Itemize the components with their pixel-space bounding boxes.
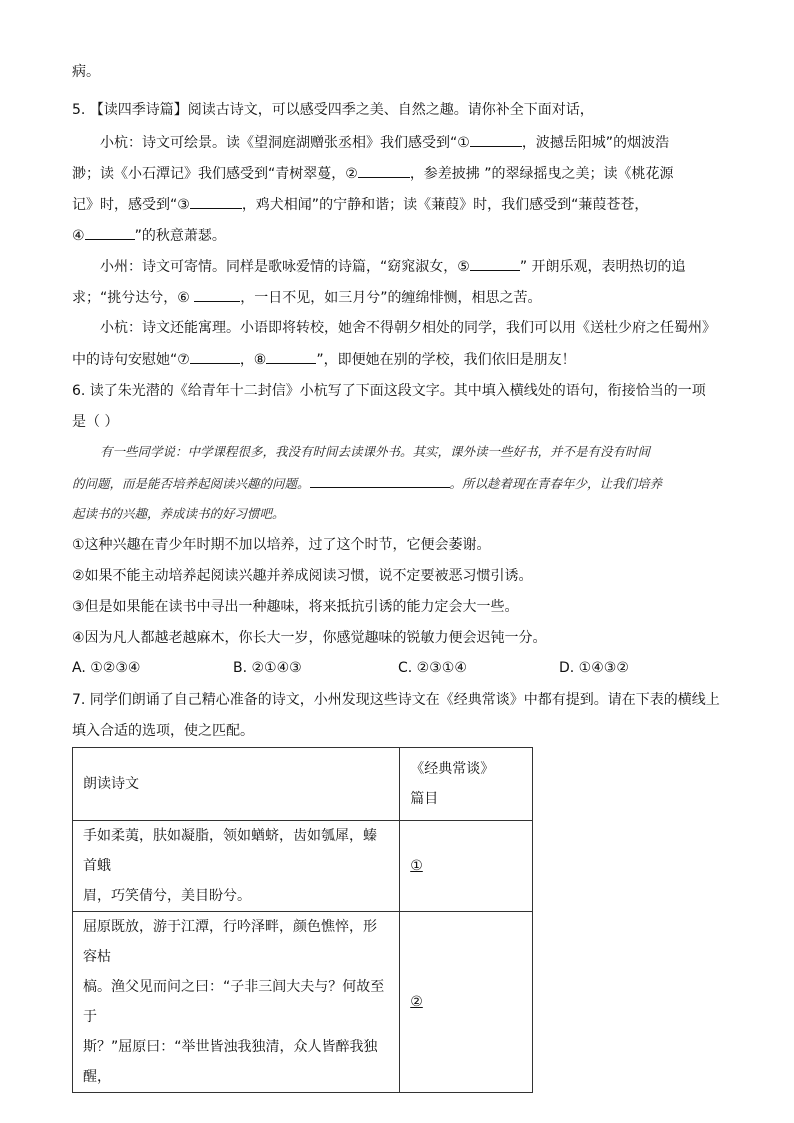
- q6-option-c[interactable]: C. ②③①④: [398, 660, 467, 676]
- previous-text-tail: 病。: [72, 64, 100, 80]
- q5-p1-line4: ④ ”的秋意萧瑟。: [72, 225, 226, 246]
- header-cell-poem: 朗读诗文: [73, 748, 400, 821]
- poem-cell-1: 手如柔荑，肤如凝脂，领如蝤蛴，齿如瓠犀，螓首蛾 眉，巧笑倩兮，美目盼兮。: [73, 821, 400, 912]
- q5-p3-line1: 小杭：诗文还能寓理。小语即将转校，她舍不得朝夕相处的同学，我们可以用《送杜少府之任蜀州》: [100, 320, 716, 336]
- q5-p1-line1: 小杭：诗文可绘景。读《望洞庭湖赠张丞相》我们感受到“① ，波撼岳阳城”的烟波浩: [100, 132, 669, 153]
- answer-cell-2[interactable]: ②: [400, 912, 533, 1093]
- blank-6[interactable]: [194, 287, 240, 302]
- q6-quote-line2: 的问题，而是能否培养起阅读兴趣的问题。 。所以趁着现在青春年少，让我们培养: [72, 473, 662, 494]
- q5-stem: 5. 【读四季诗篇】阅读古诗文，可以感受四季之美、自然之趣。请你补全下面对话，: [72, 102, 594, 118]
- q5-p1-line2: 渺；读《小石潭记》我们感受到“青树翠蔓，② ，参差披拂 ”的翠绿摇曳之美；读《桃花源: [72, 163, 674, 184]
- q5-p2-line2: 求；“挑兮达兮，⑥ ，一日不见，如三月兮”的缠绵悱恻，相思之苦。: [72, 287, 542, 308]
- blank-4[interactable]: [85, 225, 135, 240]
- answer-cell-1[interactable]: ①: [400, 821, 533, 912]
- q5-p2-line1: 小州：诗文可寄情。同样是歌咏爱情的诗篇，“窈窕淑女，⑤ ” 开朗乐观，表明热切的追: [100, 256, 686, 277]
- q6-option-b[interactable]: B. ②①④③: [233, 660, 302, 676]
- table-row: [73, 912, 533, 1093]
- q6-sentence-1: ①这种兴趣在青少年时期不加以培养，过了这个时节，它便会萎谢。: [72, 537, 491, 553]
- q5-p3-line2: 中的诗句安慰她“⑦ ，⑧ ”，即便她在别的学校，我们依旧是朋友！: [72, 349, 576, 370]
- blank-3[interactable]: [190, 194, 242, 209]
- poem-cell-2: 屈原既放，游于江潭，行吟泽畔，颜色憔悴，形容枯 槁。渔父见而问之曰：“子非三闾大夫与？何故至于 斯？”屈原曰：“举世皆浊我独清，众人皆醉我独醒，: [73, 912, 400, 1093]
- q6-sentence-3: ③但是如果能在读书中寻出一种趣味，将来抵抗引诱的能力定会大一些。: [72, 599, 519, 615]
- matching-table: [72, 747, 533, 1093]
- q7-stem-line2: 填入合适的选项，使之匹配。: [72, 723, 254, 739]
- q6-option-d[interactable]: D. ①④③②: [559, 660, 629, 676]
- q6-quote-line3: 起读书的兴趣，养成读书的好习惯吧。: [72, 506, 285, 521]
- table-row: [73, 821, 533, 912]
- blank-2[interactable]: [358, 163, 410, 178]
- header-cell-chapter: 《经典常谈》 篇目: [400, 748, 533, 821]
- q7-stem-line1: 7. 同学们朗诵了自己精心准备的诗文，小州发现这些诗文在《经典常谈》中都有提到。请在下表的横线上: [72, 692, 720, 708]
- blank-5[interactable]: [470, 256, 520, 271]
- blank-7[interactable]: [190, 349, 240, 364]
- q6-stem-line2: 是（ ）: [72, 414, 119, 430]
- q6-quote-line1: 有一些同学说：中学课程很多，我没有时间去读课外书。其实，课外读一些好书，并不是有没有时间: [100, 444, 651, 459]
- table-header-row: [73, 748, 533, 821]
- q6-option-a[interactable]: A. ①②③④: [72, 660, 141, 676]
- q5-p1-line3: 记》时，感受到“③ ，鸡犬相闻”的宁静和谐；读《蒹葭》时，我们感受到“蒹葭苍苍，: [72, 194, 648, 215]
- quote-blank[interactable]: [310, 473, 450, 488]
- q6-sentence-4: ④因为凡人都越老越麻木，你长大一岁，你感觉趣味的锐敏力便会迟钝一分。: [72, 630, 547, 646]
- q6-stem-line1: 6. 读了朱光潜的《给青年十二封信》小杭写了下面这段文字。其中填入横线处的语句，衔接恰当的一项: [72, 383, 706, 399]
- blank-8[interactable]: [266, 349, 316, 364]
- blank-1[interactable]: [470, 132, 522, 147]
- q6-sentence-2: ②如果不能主动培养起阅读兴趣并养成阅读习惯，说不定要被恶习惯引诱。: [72, 568, 533, 584]
